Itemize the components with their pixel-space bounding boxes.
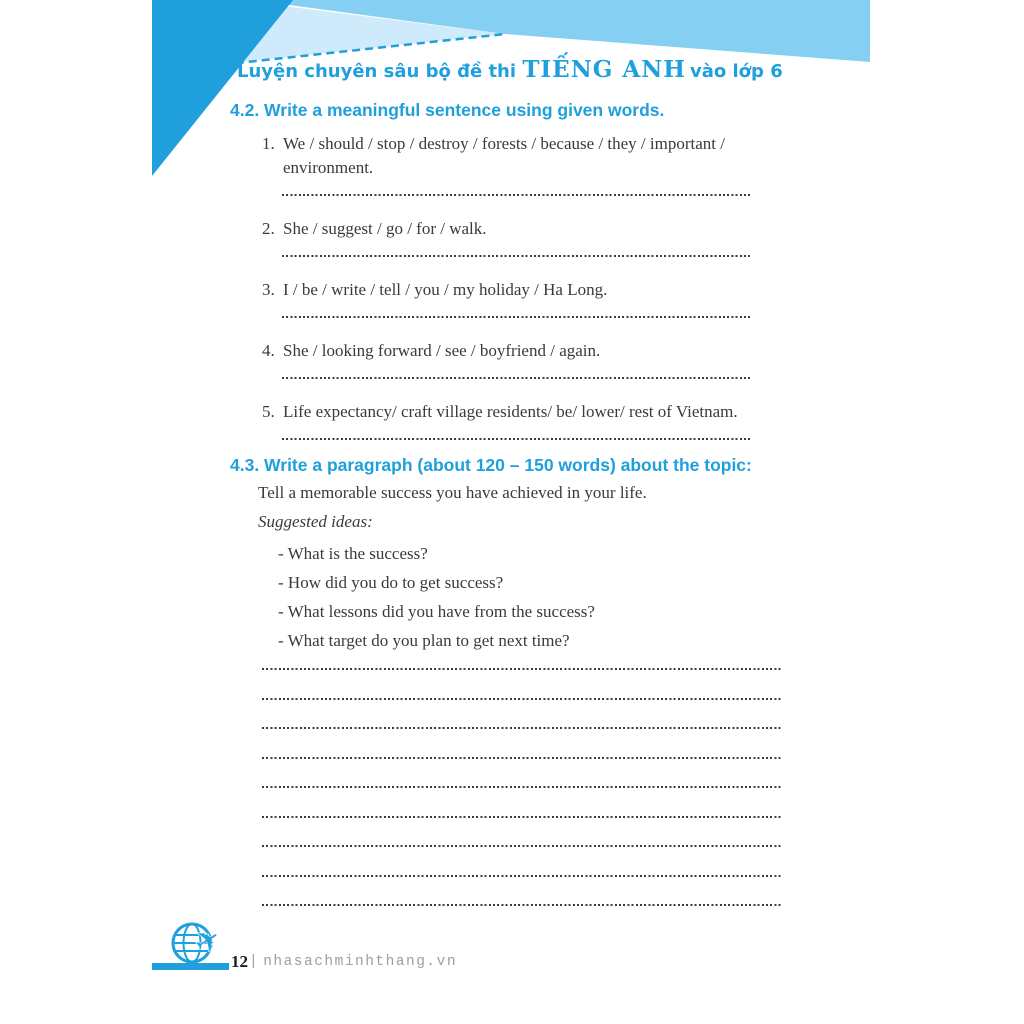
list-item [230, 339, 805, 379]
page-title-highlight: TIẾNG ANH [522, 56, 686, 83]
page-number: 12 [231, 952, 248, 971]
answer-line [282, 316, 750, 318]
suggested-idea: - What lessons did you have from the success? [278, 602, 595, 621]
answer-line [282, 194, 750, 196]
suggested-idea: - What target do you plan to get next time? [278, 631, 570, 650]
answer-line [262, 904, 782, 906]
answer-line [262, 786, 782, 788]
answer-line [262, 727, 782, 729]
item-number: 3. [262, 280, 275, 299]
answer-line [262, 668, 782, 670]
paragraph-answer-lines [262, 668, 782, 934]
list-item [230, 132, 805, 196]
sentence-items-list [230, 126, 805, 440]
item-text: I / be / write / tell / you / my holiday / Ha Long. [283, 280, 608, 299]
suggested-idea: - What is the success? [278, 544, 428, 563]
footer-website-url: nhasachminhthang.vn [263, 954, 458, 970]
item-text: We / should / stop / destroy / forests / because / they / important / environment. [283, 134, 725, 177]
footer-website [249, 954, 457, 970]
suggested-idea: - How did you do to get success? [278, 573, 504, 592]
list-item [230, 400, 805, 440]
item-text: Life expectancy/ craft village residents/ be/ lower/ rest of Vietnam. [283, 402, 738, 421]
answer-line [262, 875, 782, 877]
globe-plane-logo-icon [166, 916, 236, 970]
answer-line [262, 757, 782, 759]
item-number: 1. [262, 134, 275, 153]
answer-line [282, 377, 750, 379]
svg-text:✈: ✈ [188, 919, 228, 963]
page-title-suffix: vào lớp 6 [690, 61, 783, 82]
footer-separator: | [249, 954, 260, 970]
answer-line [262, 698, 782, 700]
answer-line [262, 816, 782, 818]
answer-line [282, 255, 750, 257]
list-item [230, 217, 805, 257]
answer-line [262, 845, 782, 847]
paragraph-topic: Tell a memorable success you have achieved in your life. [258, 483, 647, 502]
list-item [230, 278, 805, 318]
item-text: She / looking forward / see / boyfriend / again. [283, 341, 601, 360]
page-title [237, 56, 783, 83]
section-4-2-heading: 4.2. Write a meaningful sentence using given words. [230, 100, 665, 120]
item-number: 5. [262, 402, 275, 421]
item-number: 4. [262, 341, 275, 360]
item-text: She / suggest / go / for / walk. [283, 219, 487, 238]
suggested-ideas-label: Suggested ideas: [258, 512, 373, 531]
section-4-3-heading: 4.3. Write a paragraph (about 120 – 150 words) about the topic: [230, 455, 752, 475]
page-title-prefix: Luyện chuyên sâu bộ đề thi [237, 61, 523, 82]
answer-line [282, 438, 750, 440]
item-number: 2. [262, 219, 275, 238]
suggested-ideas-list [278, 539, 595, 655]
